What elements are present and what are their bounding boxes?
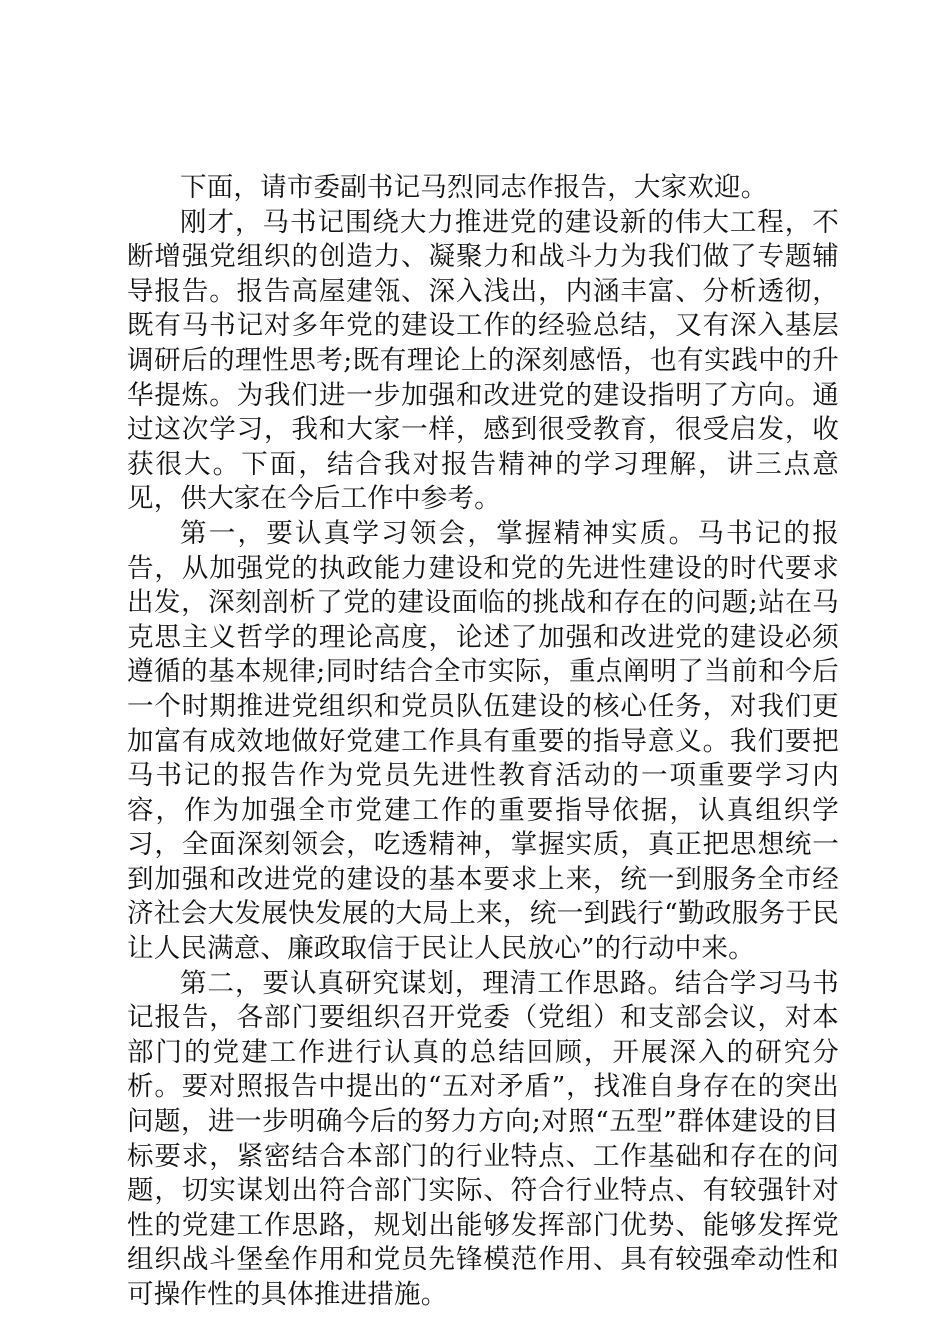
document-body bbox=[127, 171, 839, 1313]
paragraph-summary: 刚才，马书记围绕大力推进党的建设新的伟大工程，不断增强党组织的创造力、凝聚力和战斗力为我们做了专题辅导报告。报告高屋建瓴、深入浅出，内涵丰富、分析透彻，既有马书记对多年党的建设工作的经验总结，又有深入基层调研后的理性思考;既有理论上的深刻感悟，也有实践中的升华提炼。为我们进一步加强和改进党的建设指明了方向。通过这次学习，我和大家一样，感到很受教育，很受启发，收获很大。下面，结合我对报告精神的学习理解，讲三点意见，供大家在今后工作中参考。 bbox=[127, 206, 839, 515]
paragraph-point-two: 第二，要认真研究谋划，理清工作思路。结合学习马书记报告，各部门要组织召开党委（党组）和支部会议，对本部门的党建工作进行认真的总结回顾，开展深入的研究分析。要对照报告中提出的“五对矛盾”，找准自身存在的突出问题，进一步明确今后的努力方向;对照“五型”群体建设的目标要求，紧密结合本部门的行业特点、工作基础和存在的问题，切实谋划出符合部门实际、符合行业特点、有较强针对性的党建工作思路，规划出能够发挥部门优势、能够发挥党组织战斗堡垒作用和党员先锋模范作用、具有较强牵动性和可操作性的具体推进措施。 bbox=[127, 967, 839, 1310]
paragraph-point-one: 第一，要认真学习领会，掌握精神实质。马书记的报告，从加强党的执政能力建设和党的先进性建设的时代要求出发，深刻剖析了党的建设面临的挑战和存在的问题;站在马克思主义哲学的理论高度，论述了加强和改进党的建设必须遵循的基本规律;同时结合全市实际，重点阐明了当前和今后一个时期推进党组织和党员队伍建设的核心任务，对我们更加富有成效地做好党建工作具有重要的指导意义。我们要把马书记的报告作为党员先进性教育活动的一项重要学习内容，作为加强全市党建工作的重要指导依据，认真组织学习，全面深刻领会，吃透精神，掌握实质，真正把思想统一到加强和改进党的建设的基本要求上来，统一到服务全市经济社会大发展快发展的大局上来，统一到践行“勤政服务于民让人民满意、廉政取信于民让人民放心”的行动中来。 bbox=[127, 517, 839, 965]
paragraph-opening: 下面，请市委副书记马烈同志作报告，大家欢迎。 bbox=[180, 172, 768, 203]
